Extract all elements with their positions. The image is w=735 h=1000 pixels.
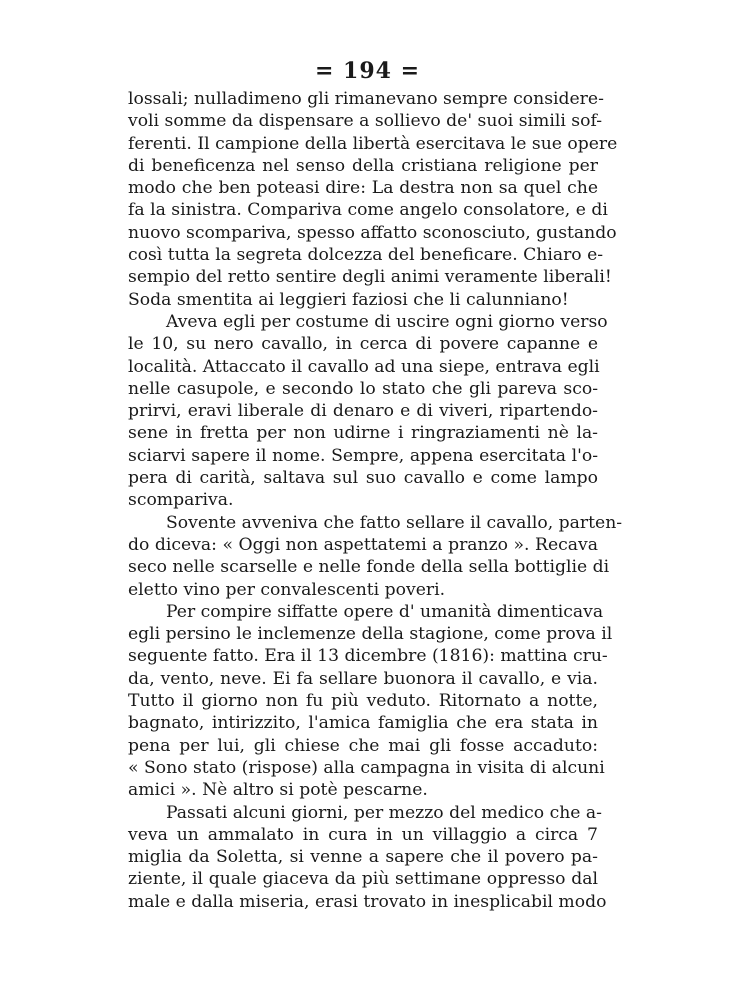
text-line: Aveva egli per costume di uscire ogni giorno verso [166, 311, 608, 332]
text-line: seguente fatto. Era il 13 dicembre (1816): mattina cru- [128, 646, 608, 667]
text-line: « Sono stato (rispose) alla campagna in visita di alcuni [128, 757, 605, 778]
text-line: miglia da Soletta, si venne a sapere che il povero pa- [128, 847, 598, 868]
text-line: modo che ben poteasi dire: La destra non sa quel che [128, 178, 598, 199]
text-line: così tutta la segreta dolcezza del beneficare. Chiaro e- [128, 245, 604, 266]
text-line: ferenti. Il campione della libertà esercitava le sue opere [128, 133, 618, 154]
text-line: sciarvi sapere il nome. Sempre, appena esercitata l'o- [128, 445, 598, 466]
text-line: lossali; nulladimeno gli rimanevano sempre considere- [128, 89, 604, 109]
text-line: bagnato, intirizzito, l'amica famiglia che era stata in [128, 713, 598, 734]
paragraph [128, 88, 618, 311]
text-line: da, vento, neve. Ei fa sellare buonora il cavallo, e via. [128, 668, 598, 689]
text-line: prirvi, eravi liberale di denaro e di viveri, ripartendo- [128, 401, 598, 422]
paragraph [128, 601, 613, 802]
body-text [128, 88, 623, 913]
paragraph [128, 512, 623, 601]
text-line: ziente, il quale giaceva da più settimane oppresso dal [128, 869, 598, 890]
text-line: le 10, su nero cavallo, in cerca di povere capanne e [128, 334, 598, 355]
text-line: scompariva. [128, 490, 234, 511]
text-line: Tutto il giorno non fu più veduto. Ritornato a notte, [128, 691, 598, 712]
text-line: Sovente avveniva che fatto sellare il cavallo, parten- [166, 512, 623, 533]
text-line: pera di carità, saltava sul suo cavallo e come lampo [128, 468, 598, 489]
text-line: veva un ammalato in cura in un villaggio a circa 7 [128, 824, 598, 845]
text-line: egli persino le inclemenze della stagione, come prova il [128, 624, 613, 645]
text-line: fa la sinistra. Compariva come angelo consolatore, e di [128, 200, 608, 221]
text-line: seco nelle scarselle e nelle fonde della sella bottiglie di [128, 557, 610, 578]
text-line: nuovo scompariva, spesso affatto sconosciuto, gustando [128, 222, 617, 243]
paragraph [128, 802, 607, 913]
page-number-header: = 194 = [314, 58, 421, 84]
text-line: sene in fretta per non udirne i ringraziamenti nè la- [128, 423, 598, 444]
text-line: pena per lui, gli chiese che mai gli fosse accaduto: [128, 735, 598, 756]
text-line: eletto vino per convalescenti poveri. [128, 579, 446, 600]
text-line: Soda smentita ai leggieri faziosi che li calunniano! [128, 289, 569, 310]
text-line: voli somme da dispensare a sollievo de' suoi simili sof- [128, 111, 603, 132]
text-line: sempio del retto sentire degli animi veramente liberali! [128, 267, 612, 288]
text-line: amici ». Nè altro si potè pescarne. [128, 780, 428, 801]
text-line: Passati alcuni giorni, per mezzo del medico che a- [166, 802, 602, 823]
text-line: male e dalla miseria, erasi trovato in inesplicabil modo [128, 891, 607, 912]
text-line: nelle casupole, e secondo lo stato che gli pareva sco- [128, 378, 598, 399]
text-line: do diceva: « Oggi non aspettatemi a pranzo ». Recava [128, 534, 598, 555]
text-line: di beneficenza nel senso della cristiana religione per [128, 155, 598, 176]
paragraph [128, 311, 608, 512]
text-line: Per compire siffatte opere d' umanità dimenticava [166, 601, 604, 622]
text-line: località. Attaccato il cavallo ad una siepe, entrava egli [128, 356, 600, 377]
